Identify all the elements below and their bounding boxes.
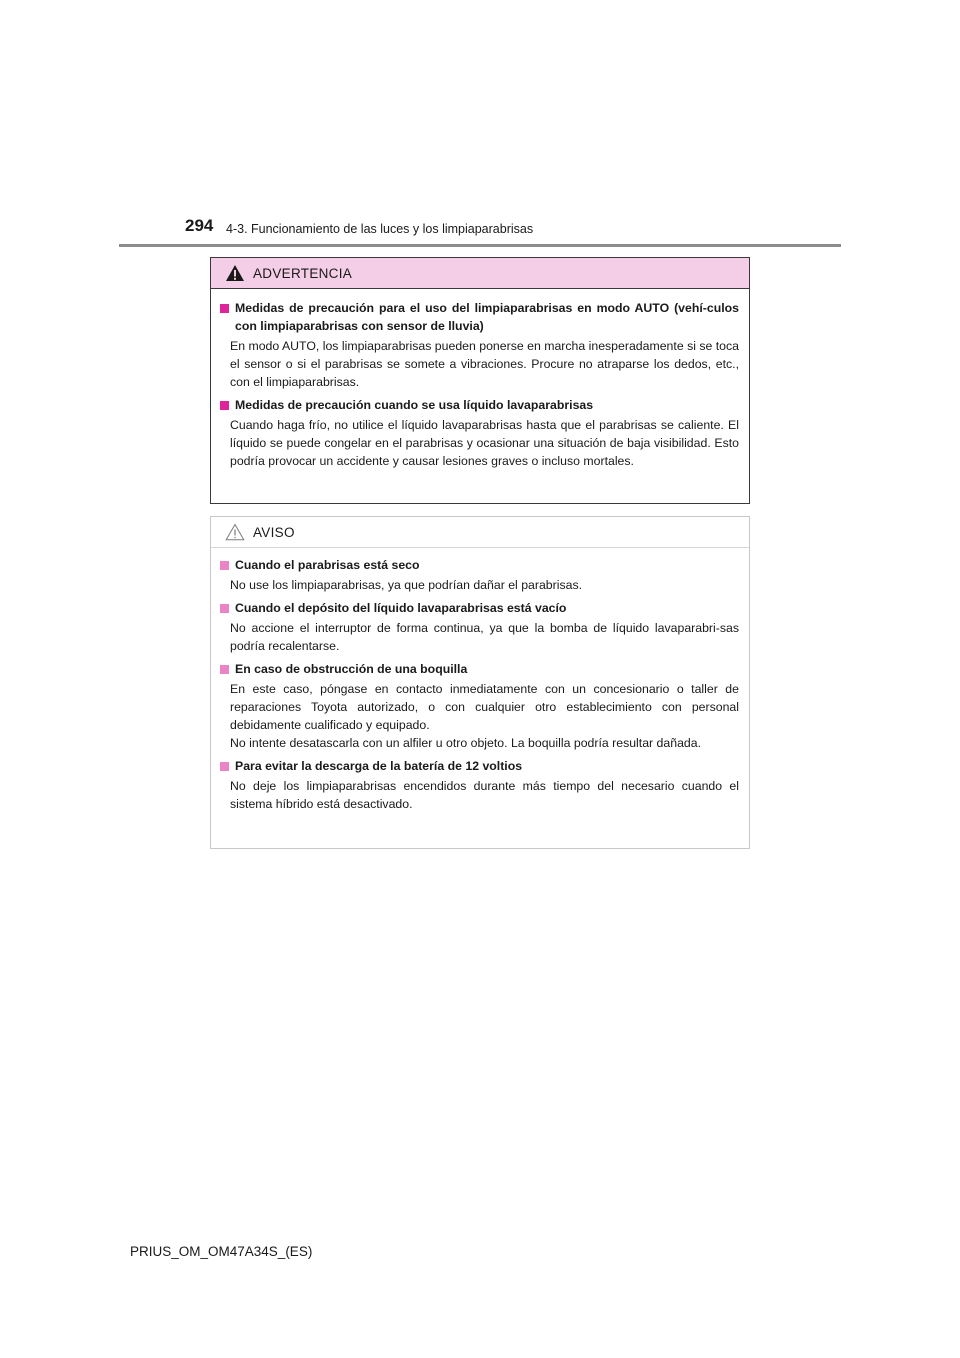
notice-item — [220, 757, 739, 813]
warning-item-title: Medidas de precaución cuando se usa líquido lavaparabrisas — [235, 398, 594, 412]
bullet-square-icon — [220, 665, 229, 674]
header-rule — [119, 244, 841, 247]
notice-item-text: No intente desatascarla con un alfiler u otro objeto. La boquilla podría resultar dañada. — [230, 736, 702, 750]
notice-header — [211, 517, 749, 548]
warning-body — [211, 289, 749, 470]
notice-box — [210, 516, 750, 849]
bullet-square-icon — [220, 561, 229, 570]
warning-header — [211, 258, 749, 289]
notice-item-text: No use los limpiaparabrisas, ya que podrían dañar el parabrisas. — [230, 578, 583, 592]
bullet-square-icon — [220, 762, 229, 771]
warning-item-text: Cuando haga frío, no utilice el líquido lavaparabrisas hasta que el parabrisas se caliente. El líquido se puede congelar en el parabrisas y ocasionar una situación de baja visibilidad. Esto podría provocar un accidente y causar lesiones graves o incluso mortales. — [230, 418, 739, 468]
notice-item-title: Cuando el parabrisas está seco — [235, 558, 420, 572]
notice-item — [220, 599, 739, 655]
notice-item — [220, 660, 739, 752]
bullet-square-icon — [220, 604, 229, 613]
notice-item-title: En caso de obstrucción de una boquilla — [235, 662, 468, 676]
notice-item — [220, 556, 739, 594]
notice-item-text: No deje los limpiaparabrisas encendidos durante más tiempo del necesario cuando el sistema híbrido está desactivado. — [230, 779, 739, 811]
page-number: 294 — [185, 216, 214, 235]
notice-item-text: En este caso, póngase en contacto inmediatamente con un concesionario o taller de reparaciones Toyota autorizado, o con cualquier otro establecimiento con personal debidamente cualificado y equipado. — [230, 682, 739, 732]
notice-triangle-outline-icon — [225, 523, 245, 541]
warning-item — [220, 396, 739, 470]
warning-item — [220, 299, 739, 391]
section-title: 4-3. Funcionamiento de las luces y los limpiaparabrisas — [226, 222, 534, 236]
warning-box — [210, 257, 750, 504]
notice-title: AVISO — [253, 524, 295, 540]
document-code: PRIUS_OM_OM47A34S_(ES) — [130, 1244, 313, 1259]
warning-item-text: En modo AUTO, los limpiaparabrisas pueden ponerse en marcha inesperadamente si se toca el sensor o si el parabrisas se somete a vibraciones. Procure no atraparse los dedos, etc., con el limpiaparabrisas. — [230, 339, 740, 389]
warning-item-title: Medidas de precaución para el uso del limpiaparabrisas en modo AUTO (vehí-culos con limpiaparabrisas con sensor de lluvia) — [235, 301, 739, 333]
notice-body — [211, 548, 749, 813]
bullet-square-icon — [220, 304, 229, 313]
warning-title: ADVERTENCIA — [253, 265, 353, 281]
warning-triangle-icon — [225, 264, 245, 282]
notice-item-title: Cuando el depósito del líquido lavaparabrisas está vacío — [235, 601, 567, 615]
bullet-square-icon — [220, 401, 229, 410]
notice-item-text: No accione el interruptor de forma continua, ya que la bomba de líquido lavaparabri-sas podría recalentarse. — [230, 621, 739, 653]
notice-item-title: Para evitar la descarga de la batería de 12 voltios — [235, 759, 523, 773]
